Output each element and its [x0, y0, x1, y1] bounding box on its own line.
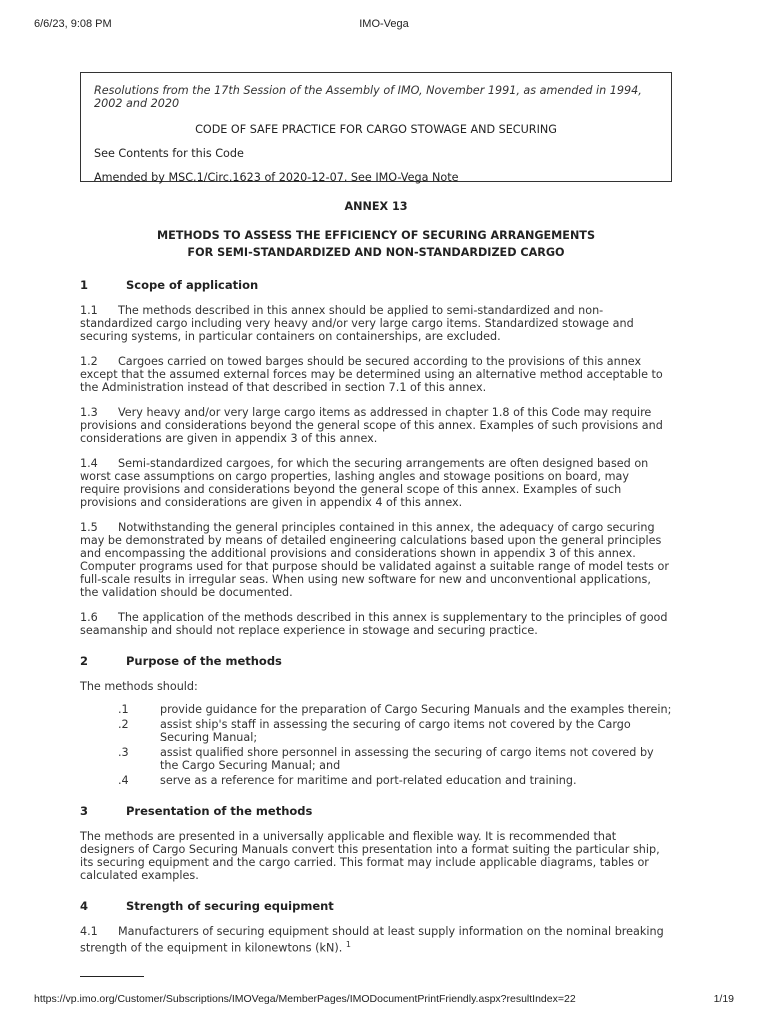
paragraph-number: 1.4	[80, 457, 98, 470]
amended-note: Amended by MSC.1/Circ.1623 of 2020-12-07. See IMO-Vega Note	[94, 171, 459, 184]
annex-subtitle	[80, 227, 672, 261]
paragraph-number: 1.1	[80, 304, 98, 317]
item-text: assist qualified shore personnel in assessing the securing of cargo items not covered by the Cargo Securing Manual; and	[160, 746, 654, 772]
item-text: provide guidance for the preparation of Cargo Securing Manuals and the examples therein;	[160, 703, 672, 716]
list-item	[118, 718, 672, 744]
annex-heading: ANNEX 13	[344, 200, 408, 213]
paragraph-text: Very heavy and/or very large cargo items as addressed in chapter 1.8 of this Code may require provisions and considerations beyond the general scope of this annex. Examples of such provisions and considerations are given in appendix 3 of this annex.	[80, 406, 663, 445]
resolution-text: Resolutions from the 17th Session of the Assembly of IMO, November 1991, as amended in 1994, 2002 and 2020	[94, 84, 642, 110]
paragraph-1-4	[80, 457, 672, 509]
section-number: 1	[80, 278, 89, 292]
section-number: 3	[80, 804, 89, 818]
paragraph-number: 1.5	[80, 521, 98, 534]
print-datetime: 6/6/23, 9:08 PM	[34, 18, 112, 30]
purpose-intro: The methods should:	[80, 680, 198, 693]
code-title: CODE OF SAFE PRACTICE FOR CARGO STOWAGE AND SECURING	[195, 123, 557, 136]
paragraph-1-3	[80, 406, 672, 445]
purpose-list	[80, 703, 672, 787]
paragraph-text: Notwithstanding the general principles contained in this annex, the adequacy of cargo securing may be demonstrated by means of detailed engineering calculations based upon the general principles and encompassing the additional provisions and considerations shown in appendix 3 of this annex. Computer programs used for that purpose should be validated against a suitable range of model tests or full-scale results in irregular seas. When using new software for new and unconventional applications, the validation should be documented.	[80, 521, 669, 599]
resolution-info-box	[80, 72, 672, 182]
list-item	[118, 774, 672, 787]
section-heading-purpose	[80, 655, 672, 668]
annex-subtitle-line-1: METHODS TO ASSESS THE EFFICIENCY OF SECURING ARRANGEMENTS	[157, 229, 595, 242]
paragraph-number: 4.1	[80, 925, 98, 938]
paragraph-text: The methods described in this annex should be applied to semi-standardized and non-standardized cargo including very heavy and/or very large cargo items. Standardized stowage and securing systems, in particular containers on containerships, are excluded.	[80, 304, 634, 343]
footnote-reference[interactable]: 1	[345, 940, 351, 949]
paragraph-text: The application of the methods described in this annex is supplementary to the principles of good seamanship and should not replace experience in stowage and securing practice.	[80, 611, 668, 637]
section-title: Presentation of the methods	[126, 804, 313, 818]
item-number: .3	[118, 746, 129, 759]
paragraph-3: The methods are presented in a universally applicable and flexible way. It is recommended that designers of Cargo Securing Manuals convert this presentation into a format suiting the particular ship, its securing equipment and the cargo carried. This format may include applicable diagrams, tables or calculated examples.	[80, 830, 660, 882]
paragraph-1-2	[80, 355, 672, 394]
item-number: .4	[118, 774, 129, 787]
list-item	[118, 703, 672, 716]
section-title: Scope of application	[126, 278, 259, 292]
print-url: https://vp.imo.org/Customer/Subscriptions/IMOVega/MemberPages/IMODocumentPrintFriendly.aspx?resultIndex=22	[34, 993, 576, 1005]
paragraph-number: 1.3	[80, 406, 98, 419]
paragraph-1-6	[80, 611, 672, 637]
item-number: .2	[118, 718, 129, 731]
annex-subtitle-line-2: FOR SEMI-STANDARDIZED AND NON-STANDARDIZED CARGO	[187, 246, 565, 259]
paragraph-text: Manufacturers of securing equipment should at least supply information on the nominal breaking strength of the equipment in kilonewtons (kN).	[80, 925, 664, 955]
paragraph-number: 1.2	[80, 355, 98, 368]
section-number: 4	[80, 899, 89, 913]
paragraph-4-1	[80, 925, 672, 955]
list-item	[118, 746, 672, 772]
item-text: assist ship's staff in assessing the securing of cargo items not covered by the Cargo Securing Manual;	[160, 718, 631, 744]
item-text: serve as a reference for maritime and port-related education and training.	[160, 774, 577, 787]
page-number: 1/19	[713, 993, 734, 1005]
section-heading-scope	[80, 279, 672, 292]
item-number: .1	[118, 703, 129, 716]
paragraph-1-1	[80, 304, 672, 343]
paragraph-text: Cargoes carried on towed barges should be secured according to the provisions of this annex except that the assumed external forces may be determined using an alternative method acceptable to the Administration instead of that described in section 7.1 of this annex.	[80, 355, 663, 394]
paragraph-text: Semi-standardized cargoes, for which the securing arrangements are often designed based on worst case assumptions on cargo properties, lashing angles and stowage positions on board, may require provisions and considerations beyond the general scope of this annex. Examples of such provisions and considerations are given in appendix 4 of this annex.	[80, 457, 649, 509]
footnote-divider	[80, 976, 144, 977]
section-title: Purpose of the methods	[126, 654, 282, 668]
contents-link[interactable]: See Contents for this Code	[94, 147, 244, 160]
section-number: 2	[80, 654, 89, 668]
paragraph-number: 1.6	[80, 611, 98, 624]
document-body	[80, 72, 672, 955]
section-title: Strength of securing equipment	[126, 899, 334, 913]
section-heading-presentation	[80, 805, 672, 818]
section-heading-strength	[80, 900, 672, 913]
paragraph-1-5	[80, 521, 672, 599]
print-page-title: IMO-Vega	[359, 18, 409, 30]
